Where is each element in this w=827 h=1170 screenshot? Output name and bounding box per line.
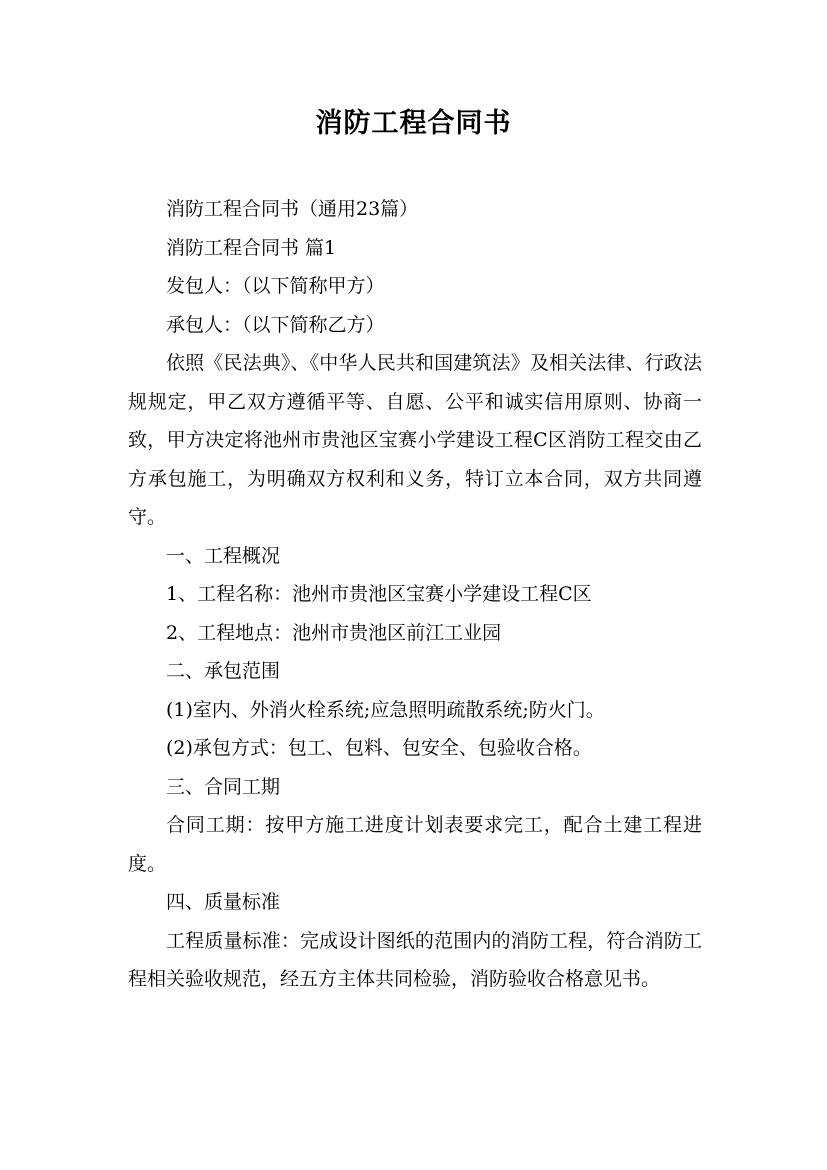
paragraph: 发包人：（以下简称甲方） (166, 275, 385, 297)
paragraph: (1)室内、外消火栓系统;应急照明疏散系统;防火门。 (166, 698, 605, 721)
section-heading: 四、质量标准 (166, 891, 281, 913)
section-heading: 一、工程概况 (166, 544, 281, 567)
paragraph: 消防工程合同书 篇1 (166, 236, 337, 259)
paragraph: 消防工程合同书（通用23篇） (166, 198, 419, 220)
paragraph: 承包人：（以下简称乙方） (166, 313, 385, 336)
document-title: 消防工程合同书 (315, 108, 512, 139)
paragraph: 1、工程名称：池州市贵池区宝赛小学建设工程C区 (166, 583, 592, 605)
document-body (128, 190, 702, 999)
paragraph: 2、工程地点：池州市贵池区前江工业园 (166, 621, 502, 644)
paragraph: 合同工期：按甲方施工进度计划表要求完工，配合土建工程进度。 (128, 814, 702, 875)
paragraph: 工程质量标准：完成设计图纸的范围内的消防工程，符合消防工程相关验收规范，经五方主体共同检验，消防验收合格意见书。 (128, 929, 702, 990)
section-heading: 二、承包范围 (166, 660, 281, 682)
paragraph: 依照《民法典》、《中华人民共和国建筑法》及相关法律、行政法规规定，甲乙双方遵循平等、自愿、公平和诚实信用原则、协商一致，甲方决定将池州市贵池区宝赛小学建设工程C区消防工程交由乙方承包施工，为明确双方权利和义务，特订立本合同，双方共同遵守。 (128, 352, 702, 528)
section-heading: 三、合同工期 (166, 775, 281, 798)
paragraph: (2)承包方式：包工、包料、包安全、包验收合格。 (166, 737, 592, 759)
